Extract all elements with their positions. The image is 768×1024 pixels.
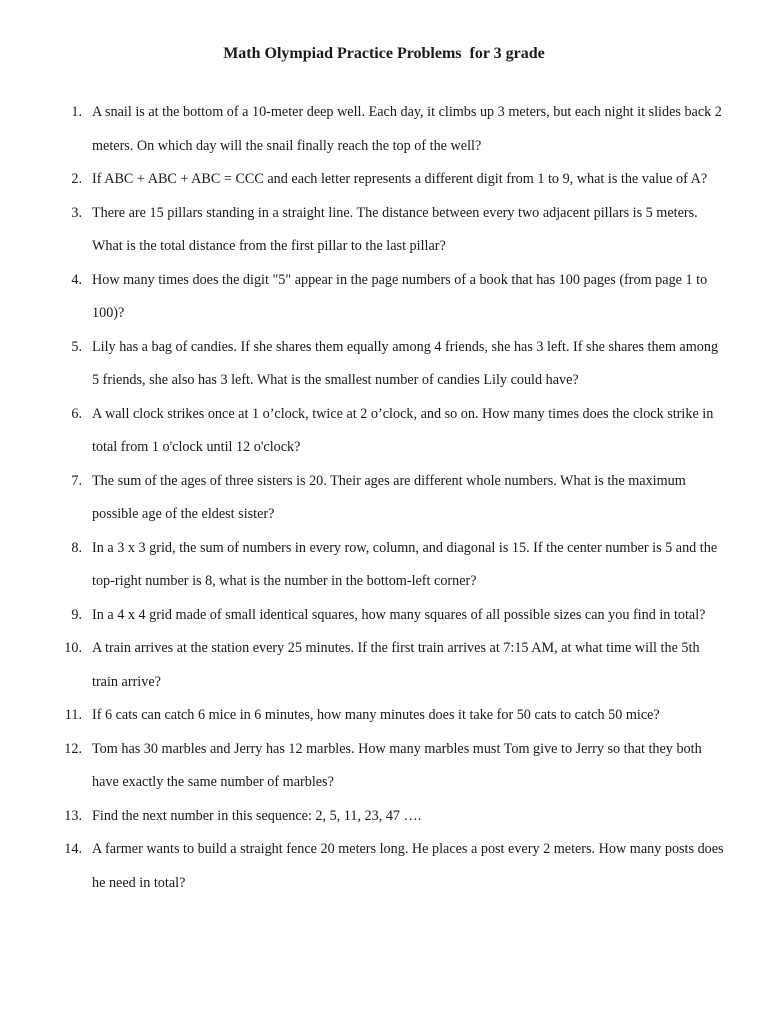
problem-text: A farmer wants to build a straight fence 20 meters long. He places a post every 2 meters. How many posts does he need in total? <box>92 841 724 891</box>
document-title: Math Olympiad Practice Problems for 3 grade <box>223 45 545 62</box>
problem-number: 13. <box>64 807 82 824</box>
problem-text: How many times does the digit "5" appear in the page numbers of a book that has 100 pages (from page 1 to 100)? <box>92 271 708 321</box>
problem-text: Lily has a bag of candies. If she shares them equally among 4 friends, she has 3 left. If she shares them among 5 friends, she also has 3 left. What is the smallest number of candies Lily could have? <box>92 338 719 388</box>
problem-list <box>0 96 768 900</box>
problem-text: The sum of the ages of three sisters is 20. Their ages are different whole numbers. What is the maximum possible age of the eldest sister? <box>92 472 686 522</box>
problem-item <box>0 599 768 633</box>
problem-text: A wall clock strikes once at 1 o’clock, twice at 2 o’clock, and so on. How many times does the clock strike in total from 1 o'clock until 12 o'clock? <box>92 405 714 455</box>
problem-item <box>0 398 768 465</box>
problem-item <box>0 733 768 800</box>
problem-item <box>0 264 768 331</box>
problem-item <box>0 96 768 163</box>
problem-text: Tom has 30 marbles and Jerry has 12 marbles. How many marbles must Tom give to Jerry so that they both have exactly the same number of marbles? <box>92 740 702 790</box>
problem-item <box>0 532 768 599</box>
problem-number: 11. <box>64 707 82 723</box>
problem-text: In a 4 x 4 grid made of small identical squares, how many squares of all possible sizes can you find in total? <box>92 606 706 623</box>
problem-item <box>0 465 768 532</box>
problem-text: A snail is at the bottom of a 10-meter deep well. Each day, it climbs up 3 meters, but each night it slides back 2 meters. On which day will the snail finally reach the top of the well? <box>92 104 722 154</box>
problem-number: 7. <box>71 472 82 489</box>
problem-number: 1. <box>71 104 82 120</box>
problem-number: 3. <box>71 204 82 221</box>
problem-text: A train arrives at the station every 25 minutes. If the first train arrives at 7:15 AM, at what time will the 5th train arrive? <box>92 640 700 690</box>
problem-number: 10. <box>64 640 82 656</box>
problem-item <box>0 833 768 900</box>
problem-number: 14. <box>64 841 82 857</box>
problem-number: 4. <box>71 271 82 288</box>
problem-text: If ABC + ABC + ABC = CCC and each letter represents a different digit from 1 to 9, what is the value of A? <box>92 171 708 187</box>
problem-number: 9. <box>71 606 82 623</box>
problem-text: If 6 cats can catch 6 mice in 6 minutes, how many minutes does it take for 50 cats to catch 50 mice? <box>92 707 660 723</box>
problem-item <box>0 699 768 733</box>
problem-text: There are 15 pillars standing in a straight line. The distance between every two adjacent pillars is 5 meters. What is the total distance from the first pillar to the last pillar? <box>92 204 698 254</box>
problem-item <box>0 163 768 197</box>
problem-number: 5. <box>71 338 82 355</box>
problem-item <box>0 331 768 398</box>
problem-text: In a 3 x 3 grid, the sum of numbers in every row, column, and diagonal is 15. If the center number is 5 and the top-right number is 8, what is the number in the bottom-left corner? <box>92 539 718 589</box>
problem-text: Find the next number in this sequence: 2, 5, 11, 23, 47 …. <box>92 807 422 824</box>
problem-number: 8. <box>71 539 82 556</box>
problem-item <box>0 632 768 699</box>
problem-number: 12. <box>64 740 82 757</box>
problem-number: 2. <box>71 171 82 187</box>
problem-number: 6. <box>71 405 82 422</box>
problem-item <box>0 197 768 264</box>
problem-item <box>0 800 768 834</box>
